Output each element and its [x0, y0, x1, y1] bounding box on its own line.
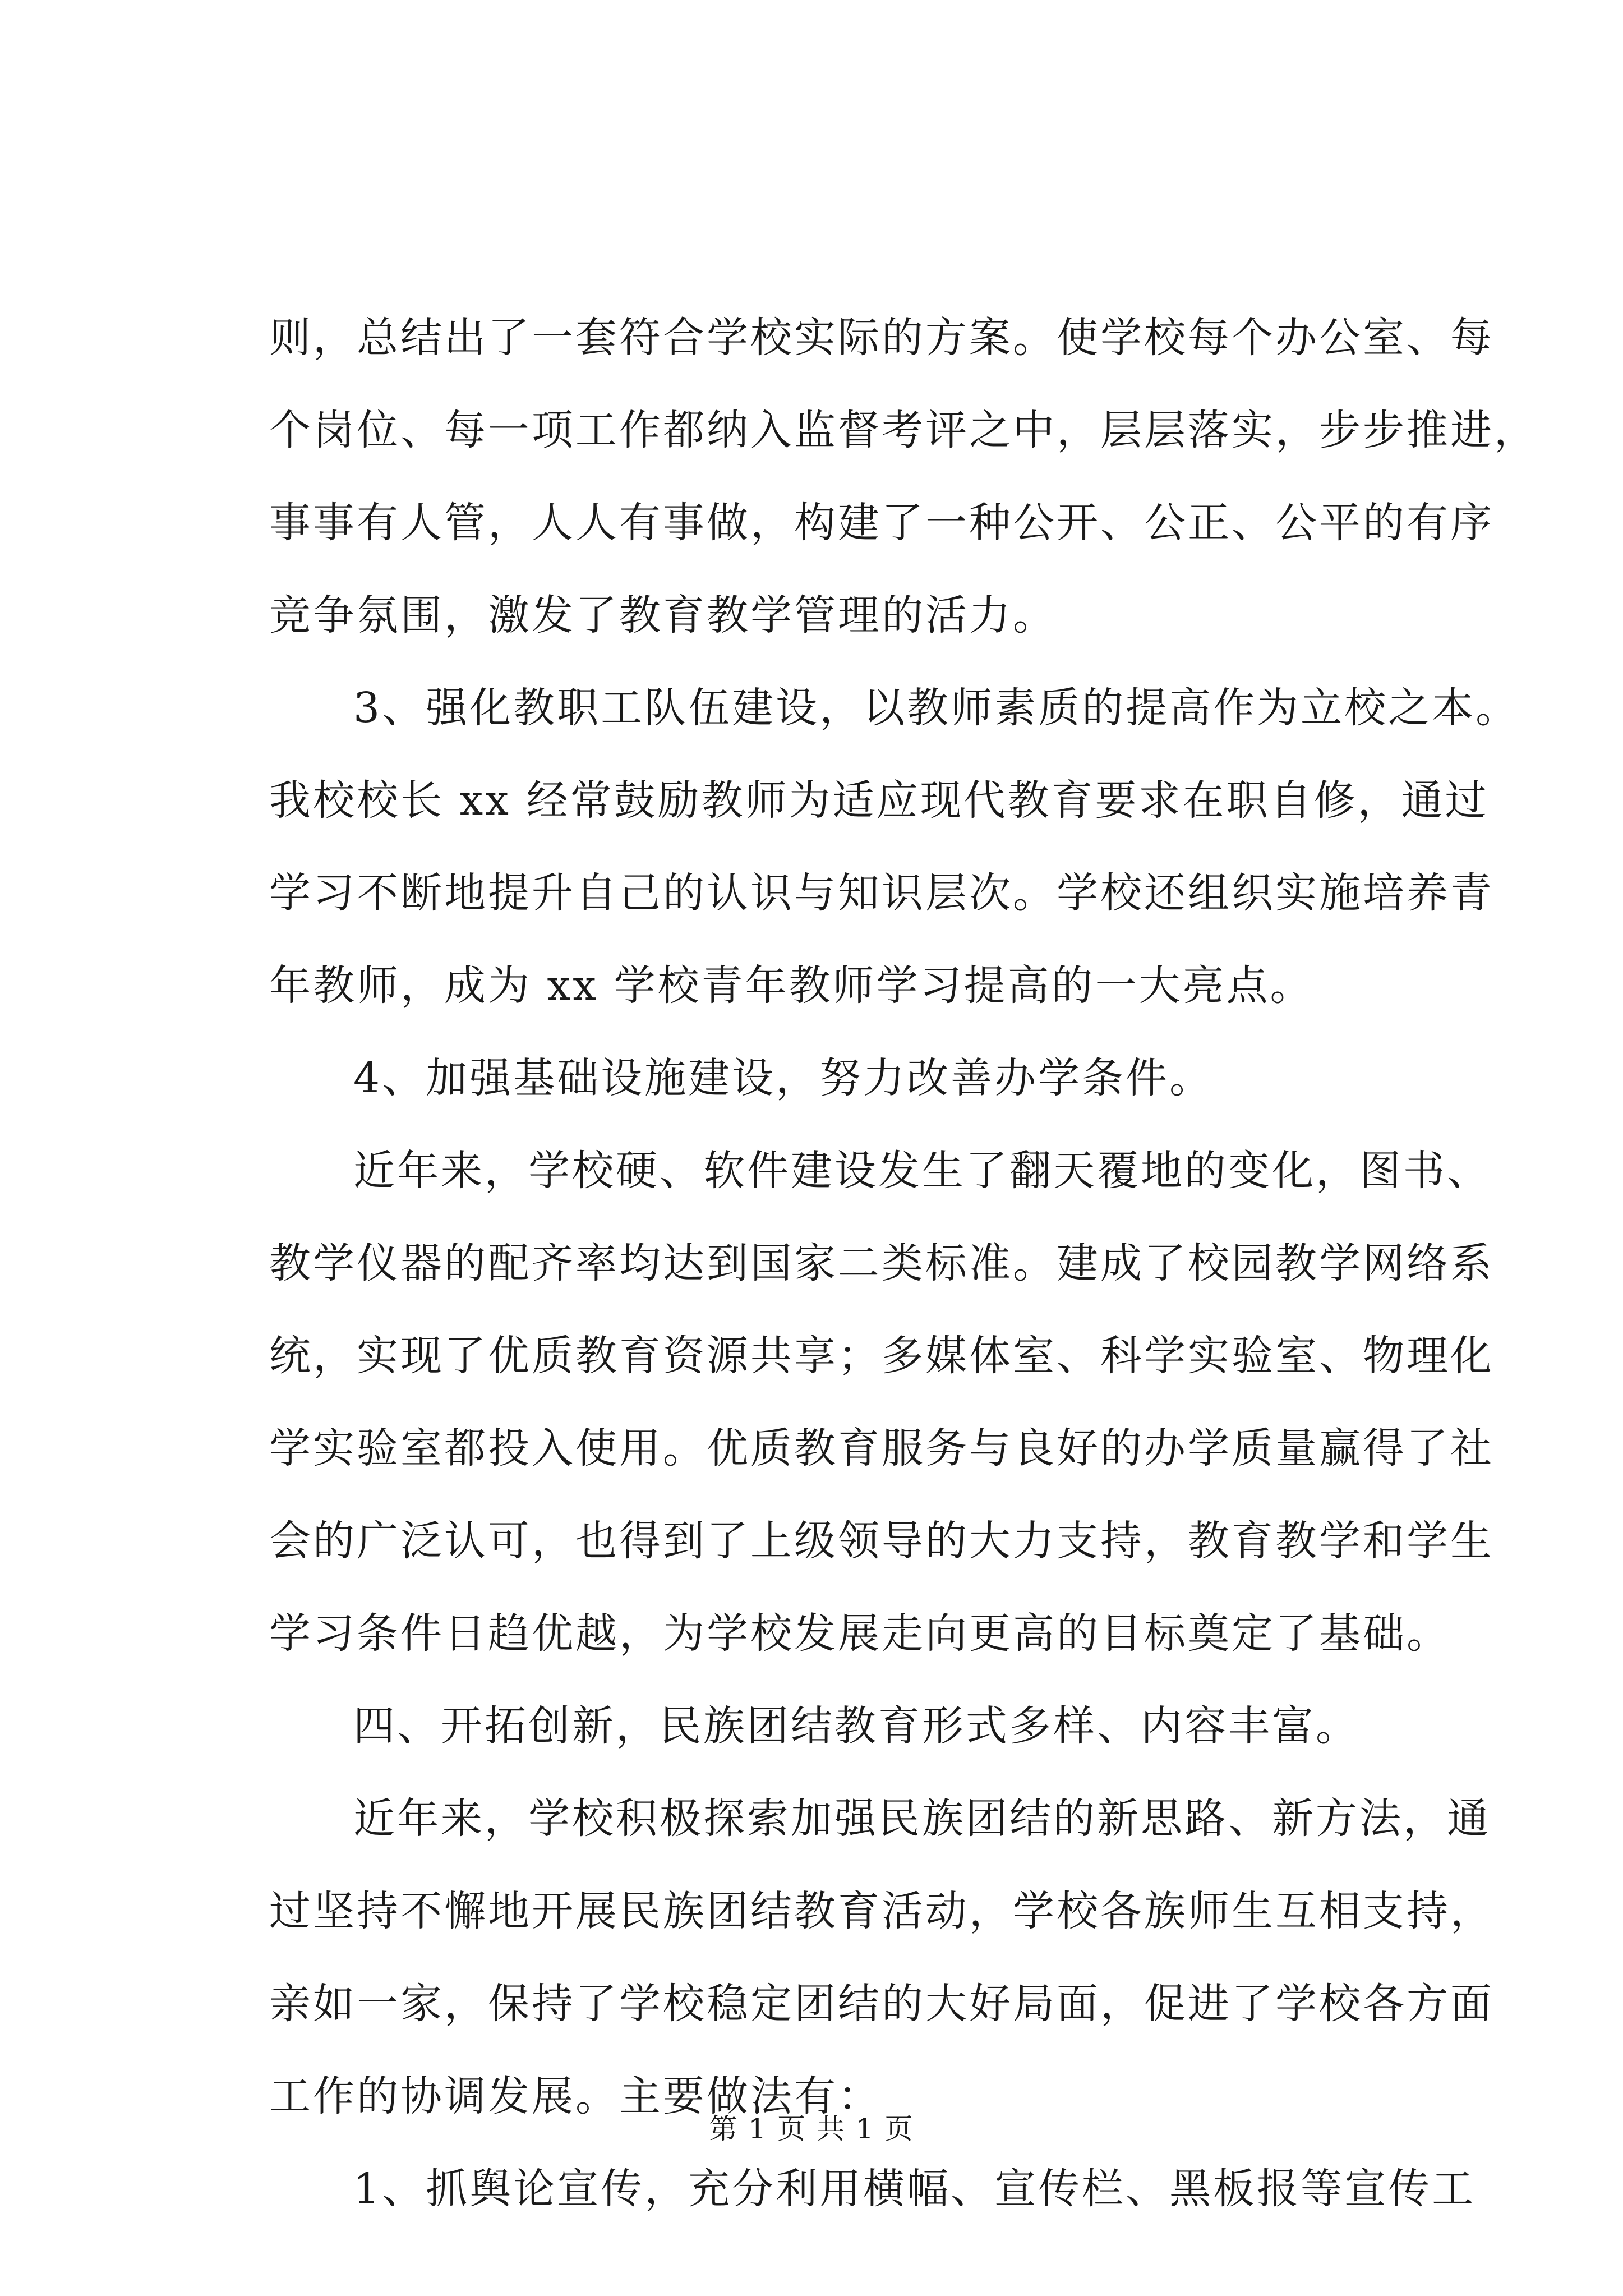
text-line: 个岗位、每一项工作都纳入监督考评之中，层层落实，步步推进， — [269, 406, 1538, 454]
text-line: 1、抓舆论宣传，充分利用横幅、宣传栏、黑板报等宣传工 — [353, 2165, 1476, 2213]
page-footer: 第 1 页 共 1 页 — [709, 2113, 914, 2145]
text-line: 我校校长 xx 经常鼓励教师为适应现代教育要求在职自修，通过 — [269, 776, 1489, 825]
text-line: 统，实现了优质教育资源共享；多媒体室、科学实验室、物理化 — [269, 1332, 1494, 1380]
text-line: 工作的协调发展。主要做法有： — [269, 2072, 882, 2120]
text-line: 教学仪器的配齐率均达到国家二类标准。建成了校园教学网络系 — [269, 1239, 1494, 1287]
document-body — [269, 292, 1538, 2235]
text-line: 年教师，成为 xx 学校青年教师学习提高的一大亮点。 — [269, 961, 1314, 1010]
text-line: 竞争氛围，激发了教育教学管理的活力。 — [269, 591, 1057, 639]
text-line: 学习不断地提升自己的认识与知识层次。学校还组织实施培养青 — [269, 869, 1494, 917]
text-line: 学习条件日趋优越，为学校发展走向更高的目标奠定了基础。 — [269, 1609, 1450, 1658]
text-line: 亲如一家，保持了学校稳定团结的大好局面，促进了学校各方面 — [269, 1980, 1494, 2028]
text-line: 近年来，学校硬、软件建设发生了翻天覆地的变化，图书、 — [353, 1147, 1491, 1195]
text-line: 会的广泛认可，也得到了上级领导的大力支持，教育教学和学生 — [269, 1517, 1494, 1565]
text-line: 近年来，学校积极探索加强民族团结的新思路、新方法，通 — [353, 1795, 1491, 1843]
text-line: 四、开拓创新，民族团结教育形式多样、内容丰富。 — [353, 1702, 1359, 1750]
text-line: 事事有人管，人人有事做，构建了一种公开、公正、公平的有序 — [269, 499, 1494, 547]
text-line: 4、加强基础设施建设，努力改善办学条件。 — [353, 1054, 1214, 1102]
text-line: 学实验室都投入使用。优质教育服务与良好的办学质量赢得了社 — [269, 1424, 1494, 1473]
text-line: 则，总结出了一套符合学校实际的方案。使学校每个办公室、每 — [269, 314, 1494, 362]
text-line: 过坚持不懈地开展民族团结教育活动，学校各族师生互相支持， — [269, 1887, 1494, 1935]
text-line: 3、强化教职工队伍建设，以教师素质的提高作为立校之本。 — [353, 684, 1520, 732]
